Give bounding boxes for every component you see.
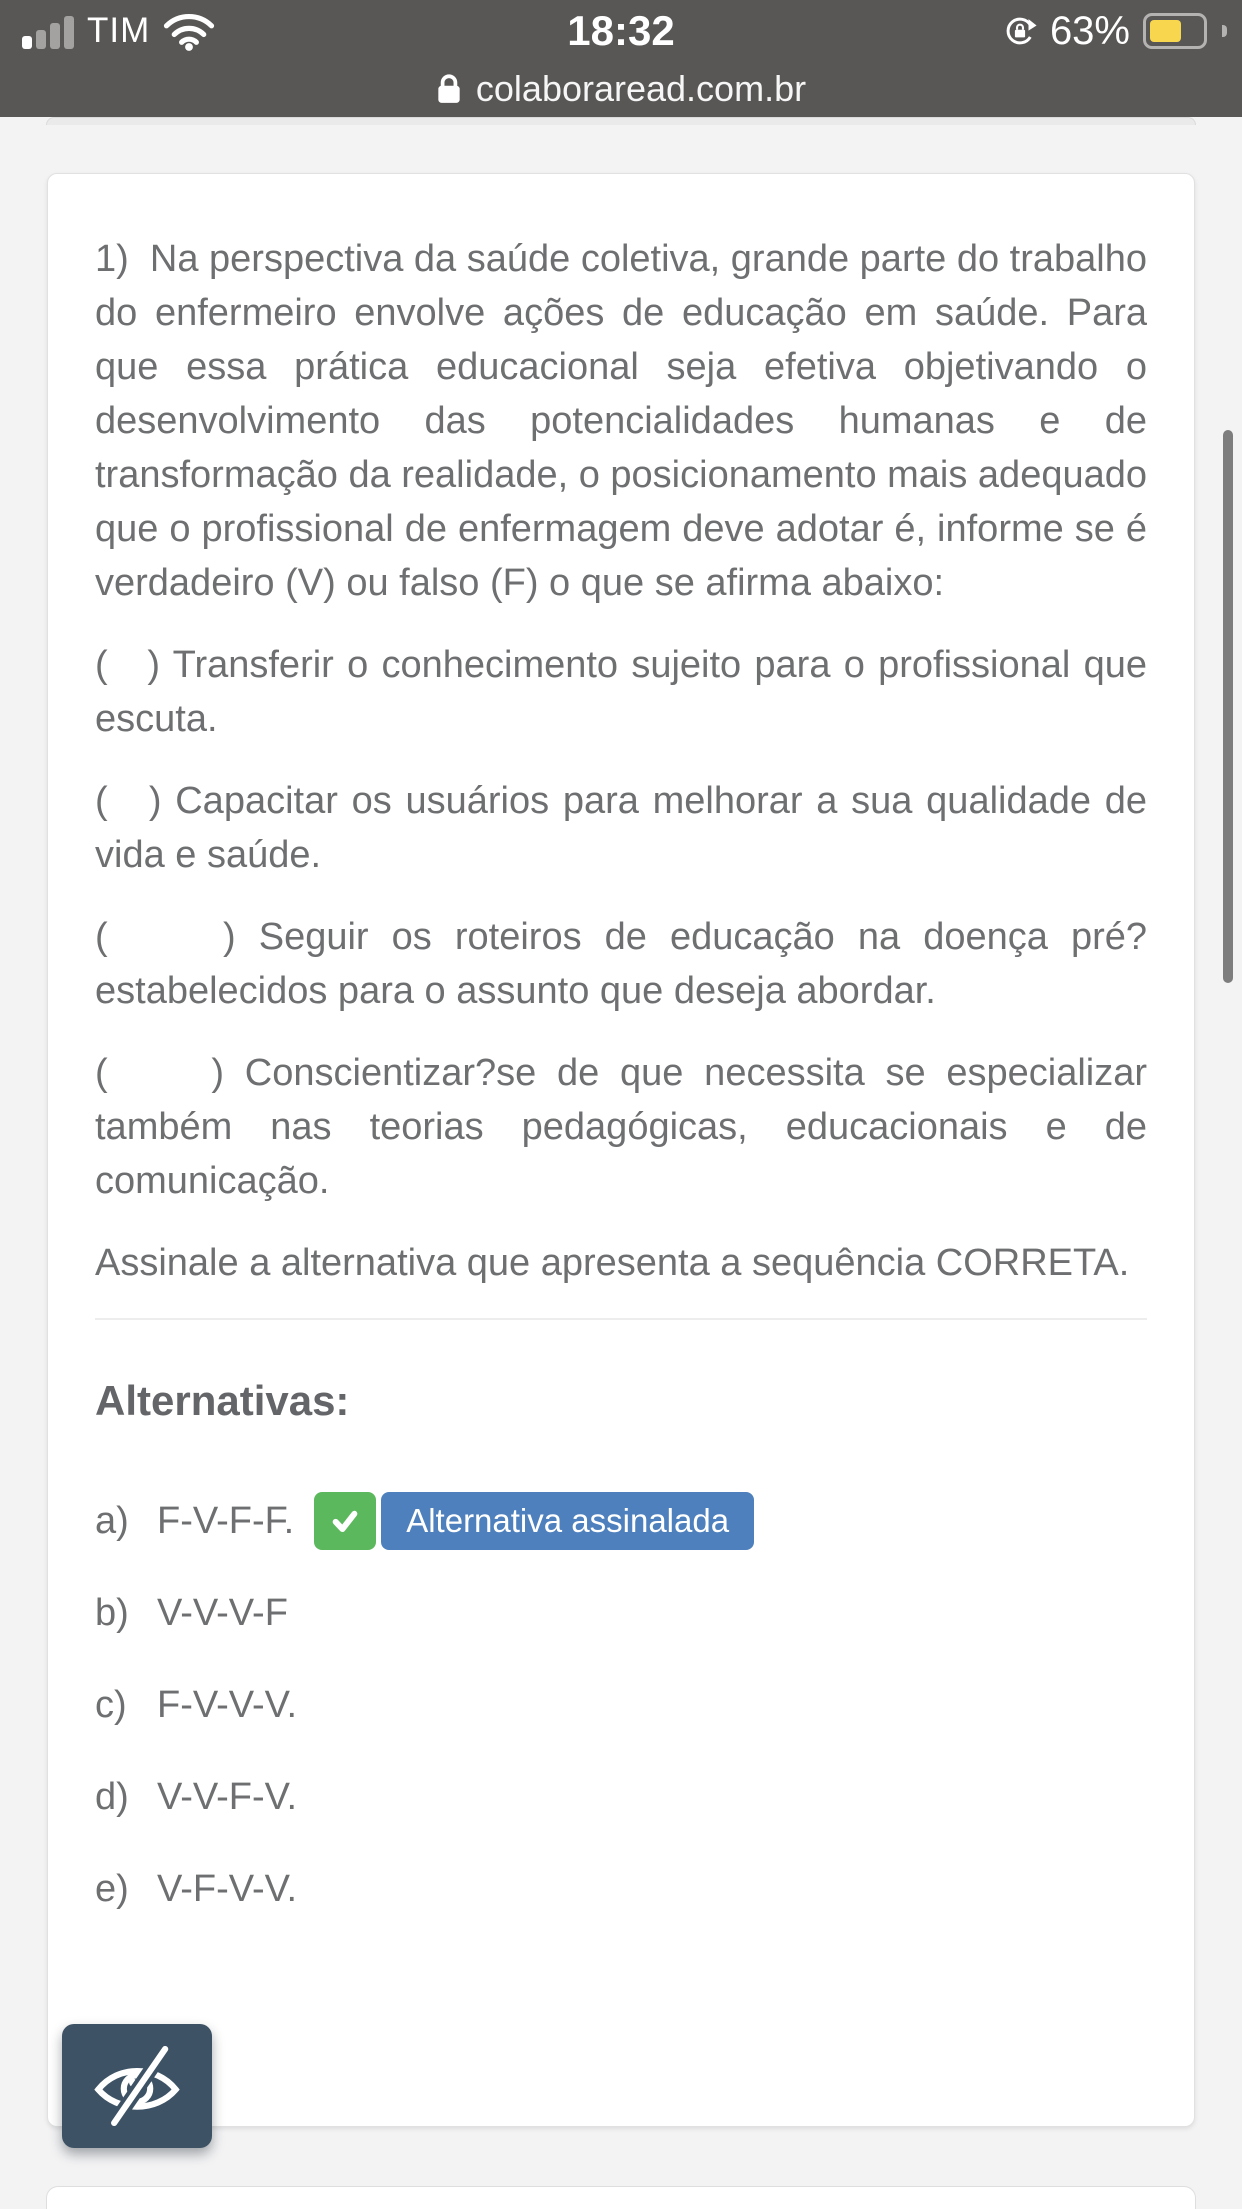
alternative-text: V-V-F-V.	[157, 1775, 298, 1818]
alternative-letter: d)	[95, 1775, 129, 1818]
previous-card-edge	[46, 117, 1196, 125]
eye-slash-icon	[93, 2042, 181, 2130]
alternative-letter: c)	[95, 1683, 127, 1726]
divider	[95, 1318, 1147, 1320]
alternative-letter: e)	[95, 1867, 129, 1910]
alternative-text: V-F-V-V.	[157, 1867, 298, 1910]
alternative-letter: a)	[95, 1499, 129, 1542]
alternative-text: V-V-V-F	[157, 1591, 288, 1634]
question-statement: ( ) Transferir o conhecimento sujeito para o profissional que escuta.	[95, 644, 1147, 740]
alternative-letter: b)	[95, 1591, 129, 1634]
browser-chrome	[0, 0, 1242, 117]
question-intro: 1) Na perspectiva da saúde coletiva, grande parte do trabalho do enfermeiro envolve ações de educação em saúde. Para que essa prática educacional seja efetiva objetivando o desenvolvimento das potencialidades humanas e de transformação da realidade, o posicionamento mais adequado que o profissional de enfermagem deve adotar é, informe se é verdadeiro (V) ou falso (F) o que se afirma abaixo:	[95, 238, 1147, 604]
alternative-row-a[interactable]	[95, 1492, 1147, 1550]
statusbar-right	[1003, 0, 1227, 62]
check-icon	[314, 1492, 376, 1550]
scrollbar-thumb[interactable]	[1223, 430, 1233, 983]
alternative-text: F-V-F-F.	[157, 1499, 295, 1542]
question-closing: Assinale a alternativa que apresenta a sequência CORRETA.	[95, 1242, 1130, 1284]
battery-icon	[1143, 13, 1207, 49]
rotation-lock-icon	[1003, 14, 1037, 48]
alternative-row-b[interactable]	[95, 1584, 1147, 1642]
battery-tip	[1222, 25, 1227, 37]
carrier-label: TIM	[87, 11, 151, 50]
question-statement: ( ) Seguir os roteiros de educação na doença pré?​estabelecidos para o assunto que deseja abordar.	[95, 916, 1147, 1012]
url-text: colaboraread.com.br	[475, 67, 807, 109]
question-statement: ( ) Conscientizar?se de que necessita se especializar também nas teorias pedagógicas, educacionais e de comunicação.	[95, 1052, 1147, 1202]
clock: 18:32	[567, 7, 675, 54]
question-card	[47, 173, 1195, 2127]
next-card-edge	[46, 2186, 1196, 2209]
battery-percent: 63%	[1049, 8, 1130, 53]
hide-answer-button[interactable]	[62, 2024, 212, 2148]
alternative-row-e[interactable]	[95, 1860, 1147, 1918]
alternatives-heading: Alternativas:	[95, 1377, 350, 1424]
selected-answer-badge: Alternativa assinalada	[381, 1492, 754, 1550]
alternative-text: F-V-V-V.	[157, 1683, 298, 1726]
url-bar[interactable]	[0, 60, 1242, 117]
alternative-row-d[interactable]	[95, 1768, 1147, 1826]
alternative-row-c[interactable]	[95, 1676, 1147, 1734]
question-statement: ( ) Capacitar os usuários para melhorar a sua qualidade de vida e saúde.	[95, 780, 1147, 876]
lock-icon	[436, 73, 462, 105]
